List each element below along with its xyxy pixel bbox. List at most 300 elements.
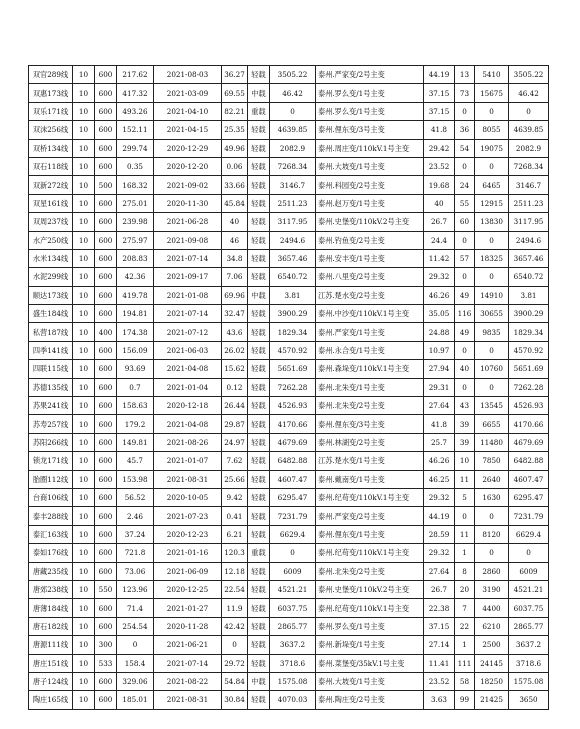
cell-substation: 泰州.永合变/1号主变 (316, 341, 424, 359)
cell-substation: 泰州.严家变/2号主变 (316, 507, 424, 525)
table-row (29, 507, 549, 525)
cell-date: 2021-04-08 (154, 360, 222, 378)
cell-load-status: 轻载 (248, 176, 270, 194)
cell-spare-capacity: 46.42 (270, 84, 316, 102)
cell-max-current: 493.26 (117, 102, 154, 120)
cell-date: 2020-12-25 (154, 580, 222, 598)
cell-load-status: 轻载 (248, 470, 270, 488)
cell-date: 2021-07-14 (154, 654, 222, 672)
cell-capacity: 4400 (475, 599, 509, 617)
cell-substation: 泰州.菜堡变/35kV.1号主变 (316, 654, 424, 672)
line-load-table (28, 65, 549, 710)
cell-load-rate: 29.87 (222, 415, 248, 433)
cell-rated-current: 600 (95, 139, 117, 157)
cell-substation: 泰州.林湖变/2号主变 (316, 433, 424, 451)
cell-capacity: 0 (475, 341, 509, 359)
cell-capacity: 0 (475, 268, 509, 286)
cell-load-status: 中载 (248, 286, 270, 304)
cell-user-count: 55 (455, 194, 475, 212)
cell-date: 2021-01-07 (154, 452, 222, 470)
cell-max-current: 158.63 (117, 397, 154, 415)
cell-rated-current: 533 (95, 654, 117, 672)
cell-line-name: 四联115线 (29, 360, 73, 378)
cell-load-status: 轻载 (248, 66, 270, 84)
cell-voltage: 10 (73, 157, 95, 175)
cell-spare-capacity: 7262.28 (270, 378, 316, 396)
cell-transformer-load: 24.4 (424, 231, 455, 249)
cell-voltage: 10 (73, 66, 95, 84)
cell-transformer-load: 27.64 (424, 397, 455, 415)
cell-capacity: 9835 (475, 323, 509, 341)
cell-spare-capacity: 4526.93 (270, 397, 316, 415)
table-row (29, 544, 549, 562)
cell-load-status: 中载 (248, 672, 270, 690)
cell-date: 2021-07-12 (154, 323, 222, 341)
cell-line-name: 唐子124线 (29, 672, 73, 690)
cell-load-status: 轻载 (248, 213, 270, 231)
cell-voltage: 10 (73, 139, 95, 157)
cell-rated-current: 600 (95, 672, 117, 690)
cell-user-count: 43 (455, 397, 475, 415)
cell-max-current: 179.2 (117, 415, 154, 433)
cell-load-status: 轻载 (248, 378, 270, 396)
cell-available-capacity: 3146.7 (509, 176, 549, 194)
cell-spare-capacity: 2082.9 (270, 139, 316, 157)
cell-voltage: 10 (73, 672, 95, 690)
cell-line-name: 双桥134线 (29, 139, 73, 157)
cell-rated-current: 600 (95, 231, 117, 249)
table-row (29, 599, 549, 617)
cell-user-count: 36 (455, 121, 475, 139)
cell-available-capacity: 0 (509, 544, 549, 562)
cell-spare-capacity: 4170.66 (270, 415, 316, 433)
cell-max-current: 156.09 (117, 341, 154, 359)
cell-date: 2021-03-09 (154, 84, 222, 102)
cell-voltage: 10 (73, 415, 95, 433)
cell-voltage: 10 (73, 121, 95, 139)
cell-voltage: 10 (73, 378, 95, 396)
cell-transformer-load: 46.26 (424, 452, 455, 470)
cell-user-count: 0 (455, 341, 475, 359)
cell-load-rate: 34.8 (222, 249, 248, 267)
cell-load-rate: 82.21 (222, 102, 248, 120)
cell-rated-current: 600 (95, 341, 117, 359)
cell-load-rate: 26.02 (222, 341, 248, 359)
cell-capacity: 10760 (475, 360, 509, 378)
cell-substation: 泰州.北朱变/2号主变 (316, 562, 424, 580)
cell-rated-current: 600 (95, 433, 117, 451)
cell-capacity: 19075 (475, 139, 509, 157)
table-body (29, 66, 549, 710)
cell-rated-current: 600 (95, 488, 117, 506)
cell-user-count: 0 (455, 507, 475, 525)
cell-voltage: 10 (73, 341, 95, 359)
cell-load-status: 轻载 (248, 249, 270, 267)
cell-transformer-load: 27.14 (424, 636, 455, 654)
cell-date: 2020-12-23 (154, 525, 222, 543)
cell-max-current: 0.7 (117, 378, 154, 396)
cell-line-name: 双周237线 (29, 213, 73, 231)
cell-date: 2021-07-14 (154, 249, 222, 267)
cell-capacity: 0 (475, 157, 509, 175)
cell-capacity: 5410 (475, 66, 509, 84)
cell-transformer-load: 11.41 (424, 654, 455, 672)
cell-available-capacity: 4639.85 (509, 121, 549, 139)
cell-rated-current: 300 (95, 636, 117, 654)
cell-transformer-load: 29.42 (424, 139, 455, 157)
table-row (29, 66, 549, 84)
cell-load-status: 重载 (248, 102, 270, 120)
cell-line-name: 私营187线 (29, 323, 73, 341)
table-row (29, 305, 549, 323)
cell-max-current: 2.46 (117, 507, 154, 525)
cell-line-name: 台商106线 (29, 488, 73, 506)
cell-spare-capacity: 0 (270, 544, 316, 562)
cell-user-count: 39 (455, 433, 475, 451)
cell-capacity: 0 (475, 231, 509, 249)
cell-date: 2021-01-08 (154, 286, 222, 304)
cell-substation: 泰州.森垛变/110kV.1号主变 (316, 360, 424, 378)
cell-user-count: 57 (455, 249, 475, 267)
cell-load-rate: 0.41 (222, 507, 248, 525)
cell-load-rate: 15.62 (222, 360, 248, 378)
cell-spare-capacity: 1575.08 (270, 672, 316, 690)
cell-load-status: 中载 (248, 84, 270, 102)
cell-line-name: 胎圈112线 (29, 470, 73, 488)
cell-load-status: 轻载 (248, 397, 270, 415)
cell-voltage: 10 (73, 470, 95, 488)
cell-max-current: 254.54 (117, 617, 154, 635)
cell-load-rate: 30.84 (222, 691, 248, 709)
cell-user-count: 5 (455, 488, 475, 506)
cell-voltage: 10 (73, 599, 95, 617)
cell-capacity: 14910 (475, 286, 509, 304)
table-row (29, 84, 549, 102)
cell-date: 2020-11-28 (154, 617, 222, 635)
cell-rated-current: 600 (95, 617, 117, 635)
cell-line-name: 唐郊238线 (29, 580, 73, 598)
cell-available-capacity: 3505.22 (509, 66, 549, 84)
cell-available-capacity: 7262.28 (509, 378, 549, 396)
cell-voltage: 10 (73, 544, 95, 562)
cell-spare-capacity: 5651.69 (270, 360, 316, 378)
cell-user-count: 0 (455, 231, 475, 249)
cell-capacity: 24145 (475, 654, 509, 672)
cell-load-rate: 40 (222, 213, 248, 231)
cell-substation: 泰州.大坡变/1号主变 (316, 672, 424, 690)
cell-load-rate: 12.18 (222, 562, 248, 580)
cell-user-count: 0 (455, 102, 475, 120)
cell-substation: 泰州.严家变/1号主变 (316, 323, 424, 341)
cell-load-rate: 0.06 (222, 157, 248, 175)
cell-line-name: 唐藏235线 (29, 562, 73, 580)
table-row (29, 488, 549, 506)
cell-line-name: 唐薄184线 (29, 599, 73, 617)
cell-max-current: 73.06 (117, 562, 154, 580)
cell-date: 2021-06-09 (154, 562, 222, 580)
cell-load-status: 轻载 (248, 268, 270, 286)
cell-max-current: 721.8 (117, 544, 154, 562)
cell-load-status: 轻载 (248, 507, 270, 525)
cell-capacity: 0 (475, 544, 509, 562)
cell-capacity: 15675 (475, 84, 509, 102)
cell-line-name: 苏果241线 (29, 397, 73, 415)
cell-capacity: 13830 (475, 213, 509, 231)
cell-rated-current: 600 (95, 84, 117, 102)
cell-line-name: 锁龙171线 (29, 452, 73, 470)
cell-user-count: 58 (455, 672, 475, 690)
cell-voltage: 10 (73, 268, 95, 286)
table-row (29, 397, 549, 415)
cell-user-count: 60 (455, 213, 475, 231)
cell-max-current: 123.96 (117, 580, 154, 598)
cell-spare-capacity: 4679.69 (270, 433, 316, 451)
table-row (29, 323, 549, 341)
cell-rated-current: 600 (95, 305, 117, 323)
cell-transformer-load: 44.19 (424, 66, 455, 84)
cell-rated-current: 550 (95, 580, 117, 598)
cell-transformer-load: 37.15 (424, 102, 455, 120)
cell-transformer-load: 46.25 (424, 470, 455, 488)
cell-spare-capacity: 4570.92 (270, 341, 316, 359)
cell-available-capacity: 3900.29 (509, 305, 549, 323)
cell-substation: 江苏.楚水变/2号主变 (316, 286, 424, 304)
cell-max-current: 208.83 (117, 249, 154, 267)
cell-load-rate: 33.66 (222, 176, 248, 194)
table-row (29, 580, 549, 598)
cell-available-capacity: 4570.92 (509, 341, 549, 359)
cell-load-rate: 25.35 (222, 121, 248, 139)
cell-load-status: 轻载 (248, 599, 270, 617)
cell-capacity: 11480 (475, 433, 509, 451)
cell-transformer-load: 29.32 (424, 488, 455, 506)
cell-max-current: 37.24 (117, 525, 154, 543)
cell-rated-current: 600 (95, 378, 117, 396)
cell-transformer-load: 29.32 (424, 544, 455, 562)
cell-capacity: 30655 (475, 305, 509, 323)
cell-transformer-load: 22.38 (424, 599, 455, 617)
cell-available-capacity: 4526.93 (509, 397, 549, 415)
cell-load-status: 轻载 (248, 562, 270, 580)
cell-load-rate: 54.84 (222, 672, 248, 690)
cell-line-name: 四季141线 (29, 341, 73, 359)
cell-transformer-load: 25.7 (424, 433, 455, 451)
cell-rated-current: 600 (95, 66, 117, 84)
table-row (29, 636, 549, 654)
cell-user-count: 13 (455, 66, 475, 84)
cell-line-name: 水产250线 (29, 231, 73, 249)
cell-rated-current: 600 (95, 599, 117, 617)
cell-available-capacity: 4607.47 (509, 470, 549, 488)
cell-load-status: 轻载 (248, 121, 270, 139)
cell-date: 2021-07-14 (154, 305, 222, 323)
cell-substation: 泰州.纪苟变/110kV.1号主变 (316, 599, 424, 617)
cell-max-current: 93.69 (117, 360, 154, 378)
cell-capacity: 12915 (475, 194, 509, 212)
cell-transformer-load: 27.64 (424, 562, 455, 580)
cell-line-name: 陶庄165线 (29, 691, 73, 709)
cell-line-name: 双官289线 (29, 66, 73, 84)
cell-substation: 泰州.纪苟变/110kV.1号主变 (316, 488, 424, 506)
cell-voltage: 10 (73, 691, 95, 709)
table-row (29, 194, 549, 212)
cell-load-rate: 0.12 (222, 378, 248, 396)
cell-date: 2021-01-16 (154, 544, 222, 562)
cell-line-name: 双沫256线 (29, 121, 73, 139)
cell-line-name: 泰如176线 (29, 544, 73, 562)
cell-load-status: 轻载 (248, 691, 270, 709)
cell-voltage: 10 (73, 360, 95, 378)
cell-transformer-load: 29.32 (424, 268, 455, 286)
cell-line-name: 双石118线 (29, 157, 73, 175)
cell-rated-current: 600 (95, 213, 117, 231)
table-row (29, 268, 549, 286)
cell-voltage: 10 (73, 452, 95, 470)
cell-load-status: 轻载 (248, 157, 270, 175)
table-row (29, 433, 549, 451)
cell-spare-capacity: 4070.03 (270, 691, 316, 709)
cell-voltage: 10 (73, 580, 95, 598)
cell-spare-capacity: 3900.29 (270, 305, 316, 323)
cell-spare-capacity: 6037.75 (270, 599, 316, 617)
cell-substation: 泰州.中沙变/110kV.1号主变 (316, 305, 424, 323)
cell-substation: 泰州.新垛变/1号主变 (316, 636, 424, 654)
cell-load-status: 重载 (248, 544, 270, 562)
cell-transformer-load: 28.59 (424, 525, 455, 543)
table-row (29, 654, 549, 672)
cell-date: 2021-06-03 (154, 341, 222, 359)
cell-rated-current: 600 (95, 507, 117, 525)
cell-load-rate: 45.84 (222, 194, 248, 212)
cell-available-capacity: 3657.46 (509, 249, 549, 267)
cell-capacity: 21425 (475, 691, 509, 709)
cell-rated-current: 600 (95, 470, 117, 488)
cell-max-current: 42.36 (117, 268, 154, 286)
cell-transformer-load: 26.7 (424, 213, 455, 231)
cell-rated-current: 500 (95, 176, 117, 194)
cell-line-name: 泰汇163线 (29, 525, 73, 543)
cell-date: 2021-09-02 (154, 176, 222, 194)
cell-max-current: 417.32 (117, 84, 154, 102)
cell-load-status: 轻载 (248, 341, 270, 359)
cell-date: 2021-09-08 (154, 231, 222, 249)
cell-date: 2021-01-04 (154, 378, 222, 396)
table-row (29, 617, 549, 635)
cell-rated-current: 600 (95, 691, 117, 709)
cell-available-capacity: 6295.47 (509, 488, 549, 506)
cell-rated-current: 600 (95, 157, 117, 175)
cell-rated-current: 600 (95, 194, 117, 212)
cell-rated-current: 600 (95, 360, 117, 378)
cell-load-rate: 0 (222, 636, 248, 654)
cell-available-capacity: 3117.95 (509, 213, 549, 231)
cell-substation: 泰州.罗么变/1号主变 (316, 617, 424, 635)
cell-user-count: 11 (455, 525, 475, 543)
table-row (29, 249, 549, 267)
cell-load-rate: 26.44 (222, 397, 248, 415)
cell-max-current: 0 (117, 636, 154, 654)
cell-line-name: 水米134线 (29, 249, 73, 267)
cell-load-status: 轻载 (248, 452, 270, 470)
cell-load-rate: 69.96 (222, 286, 248, 304)
cell-load-status: 轻载 (248, 360, 270, 378)
cell-date: 2021-08-22 (154, 672, 222, 690)
table-row (29, 452, 549, 470)
cell-user-count: 73 (455, 84, 475, 102)
table-row (29, 341, 549, 359)
cell-available-capacity: 3718.6 (509, 654, 549, 672)
cell-rated-current: 600 (95, 452, 117, 470)
cell-max-current: 71.4 (117, 599, 154, 617)
cell-date: 2021-08-26 (154, 433, 222, 451)
cell-line-name: 唐源111线 (29, 636, 73, 654)
cell-load-status: 轻载 (248, 194, 270, 212)
cell-user-count: 1 (455, 544, 475, 562)
cell-line-name: 双乐171线 (29, 102, 73, 120)
table-row (29, 415, 549, 433)
cell-transformer-load: 46.26 (424, 286, 455, 304)
cell-capacity: 6210 (475, 617, 509, 635)
cell-max-current: 239.98 (117, 213, 154, 231)
cell-user-count: 99 (455, 691, 475, 709)
table-row (29, 176, 549, 194)
cell-load-status: 轻载 (248, 433, 270, 451)
cell-spare-capacity: 4607.47 (270, 470, 316, 488)
cell-spare-capacity: 3718.6 (270, 654, 316, 672)
cell-voltage: 10 (73, 617, 95, 635)
cell-load-rate: 6.21 (222, 525, 248, 543)
cell-date: 2020-11-30 (154, 194, 222, 212)
cell-voltage: 10 (73, 433, 95, 451)
cell-available-capacity: 46.42 (509, 84, 549, 102)
cell-substation: 泰州.俚东变/1号主变 (316, 525, 424, 543)
cell-load-rate: 7.06 (222, 268, 248, 286)
cell-date: 2021-04-15 (154, 121, 222, 139)
cell-load-rate: 36.27 (222, 66, 248, 84)
cell-user-count: 24 (455, 176, 475, 194)
cell-date: 2021-01-27 (154, 599, 222, 617)
cell-voltage: 10 (73, 397, 95, 415)
cell-load-status: 轻载 (248, 525, 270, 543)
cell-load-status: 轻载 (248, 488, 270, 506)
cell-line-name: 双新272线 (29, 176, 73, 194)
cell-user-count: 22 (455, 617, 475, 635)
cell-rated-current: 600 (95, 525, 117, 543)
cell-user-count: 40 (455, 360, 475, 378)
cell-max-current: 185.01 (117, 691, 154, 709)
cell-spare-capacity: 2865.77 (270, 617, 316, 635)
cell-spare-capacity: 6629.4 (270, 525, 316, 543)
cell-substation: 泰州.安丰变/1号主变 (316, 249, 424, 267)
cell-transformer-load: 11.42 (424, 249, 455, 267)
cell-substation: 江苏.楚水变/1号主变 (316, 452, 424, 470)
cell-load-rate: 43.6 (222, 323, 248, 341)
cell-spare-capacity: 2511.23 (270, 194, 316, 212)
cell-max-current: 168.32 (117, 176, 154, 194)
cell-load-rate: 24.97 (222, 433, 248, 451)
cell-line-name: 双惠173线 (29, 84, 73, 102)
cell-rated-current: 600 (95, 544, 117, 562)
cell-max-current: 419.78 (117, 286, 154, 304)
cell-substation: 泰州.北朱变/1号主变 (316, 378, 424, 396)
cell-load-rate: 11.9 (222, 599, 248, 617)
table-row (29, 102, 549, 120)
cell-date: 2021-07-23 (154, 507, 222, 525)
cell-user-count: 0 (455, 157, 475, 175)
cell-rated-current: 600 (95, 249, 117, 267)
cell-substation: 泰州.俚东变/3号主变 (316, 121, 424, 139)
cell-line-name: 唐庄151线 (29, 654, 73, 672)
